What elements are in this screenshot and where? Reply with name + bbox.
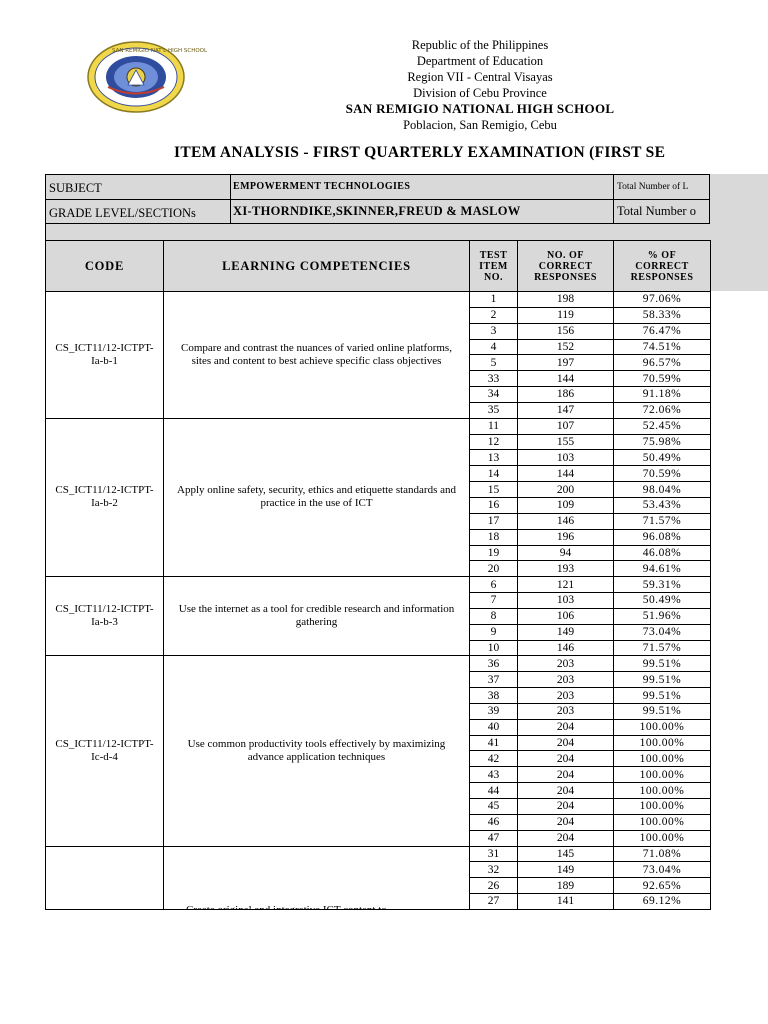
item-number: 16 xyxy=(470,497,518,513)
total-label-2: Total Number o xyxy=(614,199,710,224)
item-no-header: TEST ITEM NO. xyxy=(470,241,518,292)
item-number: 44 xyxy=(470,783,518,799)
correct-percent: 96.57% xyxy=(614,355,711,371)
percent-header: % OF CORRECT RESPONSES xyxy=(614,241,711,292)
item-number: 40 xyxy=(470,719,518,735)
correct-percent: 100.00% xyxy=(614,767,711,783)
table-row xyxy=(46,577,711,593)
grade-label: GRADE LEVEL/SECTIONs xyxy=(46,199,231,224)
total-label-1: Total Number of L xyxy=(614,175,710,200)
department-line: Department of Education xyxy=(416,54,544,68)
correct-percent: 91.18% xyxy=(614,387,711,403)
competency-code: CS_ICT11/12-ICTPT-Ia-b-3 xyxy=(46,577,164,656)
correct-percent: 71.08% xyxy=(614,846,711,862)
correct-count: 144 xyxy=(518,371,614,387)
item-number: 5 xyxy=(470,355,518,371)
item-number: 27 xyxy=(470,894,518,910)
correct-percent: 70.59% xyxy=(614,371,711,387)
item-number: 45 xyxy=(470,799,518,815)
correct-count: 189 xyxy=(518,878,614,894)
correct-percent: 50.49% xyxy=(614,450,711,466)
correct-count: 203 xyxy=(518,688,614,704)
correct-count: 196 xyxy=(518,529,614,545)
subject-value: EMPOWERMENT TECHNOLOGIES xyxy=(231,175,614,200)
item-number: 32 xyxy=(470,862,518,878)
correct-percent: 53.43% xyxy=(614,497,711,513)
correct-percent: 71.57% xyxy=(614,640,711,656)
competency-code: CS_ICT11/12-ICTPT-Ia-b-1 xyxy=(46,292,164,419)
correct-percent: 71.57% xyxy=(614,513,711,529)
correct-percent: 58.33% xyxy=(614,307,711,323)
correct-count: 204 xyxy=(518,751,614,767)
meta-table xyxy=(45,174,710,224)
correct-percent: 70.59% xyxy=(614,466,711,482)
correct-count: 152 xyxy=(518,339,614,355)
correct-count: 144 xyxy=(518,466,614,482)
correct-percent: 59.31% xyxy=(614,577,711,593)
correct-percent: 99.51% xyxy=(614,703,711,719)
correct-count: 147 xyxy=(518,402,614,418)
school-address: Poblacion, San Remigio, Cebu xyxy=(403,118,557,132)
correct-count: 204 xyxy=(518,783,614,799)
correct-percent: 92.65% xyxy=(614,878,711,894)
correct-count: 186 xyxy=(518,387,614,403)
correct-percent: 100.00% xyxy=(614,719,711,735)
correct-count: 200 xyxy=(518,482,614,498)
correct-percent: 99.51% xyxy=(614,672,711,688)
competency-code xyxy=(46,846,164,909)
item-number: 7 xyxy=(470,593,518,609)
correct-count: 94 xyxy=(518,545,614,561)
subject-label: SUBJECT xyxy=(46,175,231,200)
correct-count: 203 xyxy=(518,703,614,719)
item-number: 19 xyxy=(470,545,518,561)
correct-count: 121 xyxy=(518,577,614,593)
correct-percent: 100.00% xyxy=(614,783,711,799)
item-number: 42 xyxy=(470,751,518,767)
correct-percent: 76.47% xyxy=(614,323,711,339)
item-number: 39 xyxy=(470,703,518,719)
item-number: 34 xyxy=(470,387,518,403)
correct-percent: 99.51% xyxy=(614,656,711,672)
correct-count: 203 xyxy=(518,672,614,688)
correct-percent: 46.08% xyxy=(614,545,711,561)
correct-count: 146 xyxy=(518,513,614,529)
correct-count: 197 xyxy=(518,355,614,371)
item-number: 14 xyxy=(470,466,518,482)
correct-percent: 51.96% xyxy=(614,608,711,624)
competency-description: Use the internet as a tool for credible research and information gathering xyxy=(164,577,470,656)
item-number: 11 xyxy=(470,418,518,434)
table-row xyxy=(46,656,711,672)
correct-count: 155 xyxy=(518,434,614,450)
item-number: 47 xyxy=(470,830,518,846)
school-name: SAN REMIGIO NATIONAL HIGH SCHOOL xyxy=(345,101,615,116)
correct-count: 204 xyxy=(518,830,614,846)
svg-text:SAN REMIGIO NAT'L HIGH SCHOOL: SAN REMIGIO NAT'L HIGH SCHOOL xyxy=(112,48,208,54)
correct-count: 149 xyxy=(518,862,614,878)
table-row xyxy=(46,418,711,434)
correct-count: 204 xyxy=(518,767,614,783)
item-analysis-table xyxy=(45,240,711,910)
item-number: 26 xyxy=(470,878,518,894)
correct-percent: 94.61% xyxy=(614,561,711,577)
correct-count: 203 xyxy=(518,656,614,672)
division-line: Division of Cebu Province xyxy=(413,86,547,100)
country-line: Republic of the Philippines xyxy=(411,38,549,52)
competency-code: CS_ICT11/12-ICTPT-Ia-b-2 xyxy=(46,418,164,576)
correct-percent: 96.08% xyxy=(614,529,711,545)
item-number: 33 xyxy=(470,371,518,387)
correct-percent: 97.06% xyxy=(614,292,711,308)
correct-percent: 100.00% xyxy=(614,799,711,815)
item-number: 43 xyxy=(470,767,518,783)
correct-count: 198 xyxy=(518,292,614,308)
item-number: 12 xyxy=(470,434,518,450)
correct-percent: 73.04% xyxy=(614,862,711,878)
correct-percent: 100.00% xyxy=(614,814,711,830)
correct-percent: 98.04% xyxy=(614,482,711,498)
table-body xyxy=(46,292,711,910)
item-number: 31 xyxy=(470,846,518,862)
grade-value: XI-THORNDIKE,SKINNER,FREUD & MASLOW xyxy=(231,199,614,224)
correct-count: 204 xyxy=(518,735,614,751)
correct-count: 109 xyxy=(518,497,614,513)
correct-percent: 73.04% xyxy=(614,624,711,640)
table-row xyxy=(46,846,711,862)
school-seal-logo xyxy=(86,40,208,114)
correct-header: NO. OF CORRECT RESPONSES xyxy=(518,241,614,292)
item-number: 46 xyxy=(470,814,518,830)
item-number: 10 xyxy=(470,640,518,656)
item-number: 13 xyxy=(470,450,518,466)
competency-code: CS_ICT11/12-ICTPT-Ic-d-4 xyxy=(46,656,164,846)
code-header: CODE xyxy=(46,241,164,292)
competency-description: Use common productivity tools effectively by maximizing advance application techniques xyxy=(164,656,470,846)
correct-count: 107 xyxy=(518,418,614,434)
correct-count: 145 xyxy=(518,846,614,862)
correct-percent: 99.51% xyxy=(614,688,711,704)
correct-percent: 72.06% xyxy=(614,402,711,418)
correct-count: 149 xyxy=(518,624,614,640)
correct-percent: 50.49% xyxy=(614,593,711,609)
correct-count: 141 xyxy=(518,894,614,910)
item-number: 36 xyxy=(470,656,518,672)
correct-percent: 52.45% xyxy=(614,418,711,434)
item-number: 17 xyxy=(470,513,518,529)
item-number: 35 xyxy=(470,402,518,418)
correct-percent: 100.00% xyxy=(614,751,711,767)
item-number: 8 xyxy=(470,608,518,624)
correct-count: 146 xyxy=(518,640,614,656)
competency-description: Apply online safety, security, ethics and etiquette standards and practice in the use of ICT xyxy=(164,418,470,576)
document-header xyxy=(270,37,690,133)
header-shade-right xyxy=(710,174,768,291)
competency-description: Compare and contrast the nuances of varied online platforms, sites and content to best achieve specific class objectives xyxy=(164,292,470,419)
item-number: 2 xyxy=(470,307,518,323)
correct-percent: 100.00% xyxy=(614,830,711,846)
correct-count: 204 xyxy=(518,799,614,815)
correct-percent: 75.98% xyxy=(614,434,711,450)
correct-count: 156 xyxy=(518,323,614,339)
item-number: 18 xyxy=(470,529,518,545)
correct-percent: 74.51% xyxy=(614,339,711,355)
item-number: 38 xyxy=(470,688,518,704)
item-number: 41 xyxy=(470,735,518,751)
item-number: 3 xyxy=(470,323,518,339)
correct-percent: 100.00% xyxy=(614,735,711,751)
item-number: 20 xyxy=(470,561,518,577)
item-number: 6 xyxy=(470,577,518,593)
correct-count: 103 xyxy=(518,450,614,466)
correct-count: 204 xyxy=(518,719,614,735)
item-number: 1 xyxy=(470,292,518,308)
spacer-band xyxy=(45,224,710,241)
correct-count: 119 xyxy=(518,307,614,323)
item-number: 15 xyxy=(470,482,518,498)
table-row xyxy=(46,292,711,308)
correct-count: 103 xyxy=(518,593,614,609)
table-header-row xyxy=(46,241,711,292)
item-number: 4 xyxy=(470,339,518,355)
competencies-header: LEARNING COMPETENCIES xyxy=(164,241,470,292)
document-title: ITEM ANALYSIS - FIRST QUARTERLY EXAMINATION (FIRST SE xyxy=(174,144,666,161)
correct-percent: 69.12% xyxy=(614,894,711,910)
correct-count: 106 xyxy=(518,608,614,624)
item-number: 9 xyxy=(470,624,518,640)
correct-count: 193 xyxy=(518,561,614,577)
competency-description xyxy=(164,846,470,909)
correct-count: 204 xyxy=(518,814,614,830)
region-line: Region VII - Central Visayas xyxy=(407,70,553,84)
item-number: 37 xyxy=(470,672,518,688)
page-cutoff xyxy=(0,910,768,1024)
